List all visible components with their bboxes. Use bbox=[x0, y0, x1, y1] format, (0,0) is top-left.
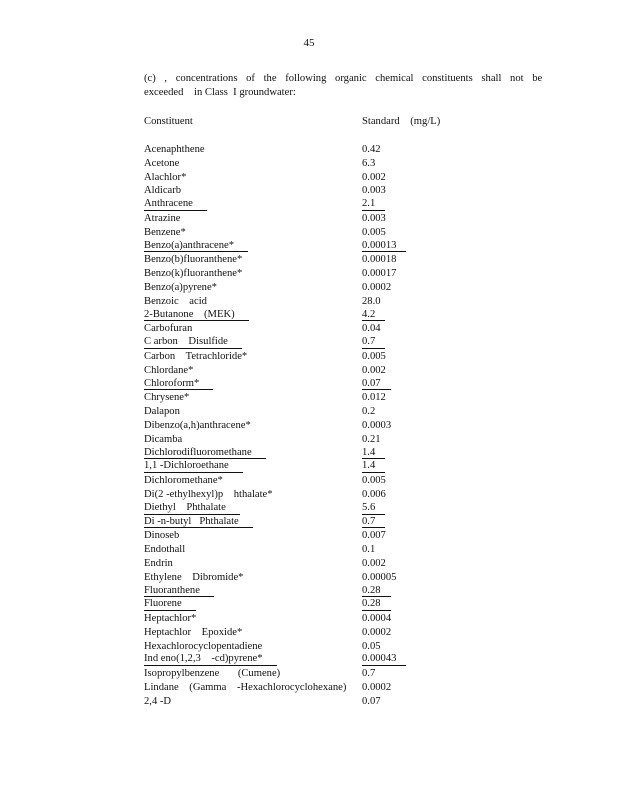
constituent-name: Dicamba bbox=[144, 433, 183, 445]
standard-value: 0.0003 bbox=[362, 419, 392, 431]
column-header-constituent: Constituent bbox=[144, 116, 193, 127]
standard-value: 1.4 bbox=[362, 460, 385, 473]
constituent-name: Fluoranthene bbox=[144, 585, 214, 598]
constituent-name: 1,1 -Dichloroethane bbox=[144, 460, 243, 473]
constituent-name: Endothall bbox=[144, 544, 186, 556]
constituent-name: Chloroform* bbox=[144, 378, 213, 391]
standard-value: 5.6 bbox=[362, 502, 385, 515]
table-row bbox=[144, 143, 444, 157]
table-row bbox=[144, 543, 444, 557]
table-row bbox=[144, 171, 444, 185]
standard-value: 0.7 bbox=[362, 516, 385, 529]
standard-value: 0.05 bbox=[362, 640, 381, 652]
constituent-name: Chlordane* bbox=[144, 364, 194, 376]
standard-value: 0.0002 bbox=[362, 626, 392, 638]
standard-value: 0.04 bbox=[362, 323, 381, 335]
constituent-name: Anthracene bbox=[144, 198, 207, 211]
standard-value: 0.42 bbox=[362, 144, 381, 155]
table-row bbox=[144, 460, 444, 474]
constituent-name: Chrysene* bbox=[144, 392, 190, 404]
constituent-name: Alachlor* bbox=[144, 171, 187, 183]
constituent-name: Benzoic acid bbox=[144, 295, 207, 307]
constituent-name: Carbofuran bbox=[144, 323, 193, 335]
standard-value: 6.3 bbox=[362, 157, 376, 169]
constituent-name: Acetone bbox=[144, 157, 180, 169]
constituent-name: Dibenzo(a,h)anthracene* bbox=[144, 419, 251, 431]
table-row bbox=[144, 350, 444, 364]
table-row bbox=[144, 157, 444, 171]
table-row bbox=[144, 516, 444, 530]
table-row bbox=[144, 695, 444, 709]
table-row bbox=[144, 502, 444, 516]
constituent-name: Acenaphthene bbox=[144, 144, 205, 155]
standard-value: 0.005 bbox=[362, 475, 386, 487]
table-row bbox=[144, 447, 444, 461]
table-row bbox=[144, 267, 444, 281]
constituent-table bbox=[144, 143, 444, 709]
standard-value: 0.07 bbox=[362, 695, 381, 707]
table-row bbox=[144, 295, 444, 309]
table-row bbox=[144, 364, 444, 378]
table-row bbox=[144, 405, 444, 419]
standard-value: 0.0002 bbox=[362, 281, 392, 293]
table-row bbox=[144, 474, 444, 488]
standard-value: 0.1 bbox=[362, 544, 376, 556]
standard-value: 0.005 bbox=[362, 350, 386, 362]
page-number: 45 bbox=[303, 37, 315, 49]
constituent-name: Ethylene Dibromide* bbox=[144, 571, 244, 583]
intro-paragraph bbox=[144, 72, 543, 100]
constituent-name: Benzo(b)fluoranthene* bbox=[144, 254, 243, 266]
table-row bbox=[144, 571, 444, 585]
constituent-name: Heptachlor Epoxide* bbox=[144, 626, 243, 638]
table-row bbox=[144, 378, 444, 392]
constituent-name: Aldicarb bbox=[144, 185, 182, 197]
table-row bbox=[144, 598, 444, 612]
table-row bbox=[144, 529, 444, 543]
standard-value: 1.4 bbox=[362, 447, 385, 460]
standard-value: 0.006 bbox=[362, 488, 386, 500]
table-row bbox=[144, 391, 444, 405]
table-row bbox=[144, 253, 444, 267]
standard-value: 0.00043 bbox=[362, 653, 406, 666]
constituent-name: C arbon Disulfide bbox=[144, 336, 242, 349]
table-row bbox=[144, 612, 444, 626]
constituent-name: Di -n-butyl Phthalate bbox=[144, 516, 253, 529]
constituent-name: Benzo(k)fluoranthene* bbox=[144, 268, 243, 280]
table-row bbox=[144, 488, 444, 502]
constituent-name: Di(2 -ethylhexyl)p hthalate* bbox=[144, 488, 273, 500]
constituent-name: Endrin bbox=[144, 557, 173, 569]
constituent-name: Dichlorodifluoromethane bbox=[144, 447, 266, 460]
constituent-name: Dichloromethane* bbox=[144, 475, 223, 487]
standard-value: 0.002 bbox=[362, 171, 386, 183]
intro-line-1: (c) , concentrations of the following organic chemical constituents shall not be bbox=[144, 73, 543, 84]
constituent-name: Benzene* bbox=[144, 226, 186, 238]
standard-value: 0.0004 bbox=[362, 613, 392, 625]
standard-value: 28.0 bbox=[362, 295, 381, 307]
constituent-name: Atrazine bbox=[144, 212, 181, 224]
table-row bbox=[144, 281, 444, 295]
table-row bbox=[144, 585, 444, 599]
standard-value: 0.00017 bbox=[362, 268, 397, 280]
table-row bbox=[144, 433, 444, 447]
standard-value: 0.0002 bbox=[362, 682, 392, 694]
standard-value: 0.00018 bbox=[362, 254, 397, 266]
table-row bbox=[144, 226, 444, 240]
table-row bbox=[144, 681, 444, 695]
constituent-name: 2-Butanone (MEK) bbox=[144, 309, 249, 322]
standard-value: 0.7 bbox=[362, 668, 376, 680]
table-row bbox=[144, 322, 444, 336]
standard-value: 0.00013 bbox=[362, 240, 406, 253]
standard-value: 0.28 bbox=[362, 585, 391, 598]
standard-value: 4.2 bbox=[362, 309, 385, 322]
table-row bbox=[144, 626, 444, 640]
standard-value: 0.2 bbox=[362, 406, 376, 418]
table-row bbox=[144, 240, 444, 254]
standard-value: 0.002 bbox=[362, 557, 386, 569]
table-row bbox=[144, 336, 444, 350]
table-row bbox=[144, 212, 444, 226]
table-row bbox=[144, 667, 444, 681]
intro-line-2: exceeded in Class I groundwater: bbox=[144, 87, 296, 98]
constituent-name: Benzo(a)pyrene* bbox=[144, 281, 217, 293]
table-row bbox=[144, 419, 444, 433]
table-row bbox=[144, 640, 444, 654]
constituent-name: Lindane (Gamma -Hexachlorocyclohexane) bbox=[144, 682, 347, 694]
table-row bbox=[144, 557, 444, 571]
constituent-name: Isopropylbenzene (Cumene) bbox=[144, 668, 281, 680]
table-row bbox=[144, 309, 444, 323]
constituent-name: Dalapon bbox=[144, 406, 180, 418]
standard-value: 0.00005 bbox=[362, 571, 397, 583]
standard-value: 0.28 bbox=[362, 598, 391, 611]
table-row bbox=[144, 653, 444, 667]
standard-value: 0.21 bbox=[362, 433, 381, 445]
standard-value: 0.012 bbox=[362, 392, 386, 404]
constituent-name: Heptachlor* bbox=[144, 613, 197, 625]
standard-value: 0.003 bbox=[362, 212, 386, 224]
constituent-name: Ind eno(1,2,3 -cd)pyrene* bbox=[144, 653, 277, 666]
standard-value: 0.003 bbox=[362, 185, 386, 197]
constituent-name: Fluorene bbox=[144, 598, 196, 611]
standard-value: 2.1 bbox=[362, 198, 385, 211]
constituent-name: Carbon Tetrachloride* bbox=[144, 350, 248, 362]
standard-value: 0.005 bbox=[362, 226, 386, 238]
standard-value: 0.7 bbox=[362, 336, 385, 349]
standard-value: 0.07 bbox=[362, 378, 391, 391]
constituent-name: Hexachlorocyclopentadiene bbox=[144, 640, 263, 652]
constituent-name: 2,4 -D bbox=[144, 695, 172, 707]
standard-value: 0.002 bbox=[362, 364, 386, 376]
table-row bbox=[144, 184, 444, 198]
constituent-name: Benzo(a)anthracene* bbox=[144, 240, 248, 253]
table-row bbox=[144, 198, 444, 212]
standard-value: 0.007 bbox=[362, 530, 386, 542]
constituent-name: Diethyl Phthalate bbox=[144, 502, 240, 515]
constituent-name: Dinoseb bbox=[144, 530, 180, 542]
column-header-standard: Standard (mg/L) bbox=[362, 116, 441, 127]
